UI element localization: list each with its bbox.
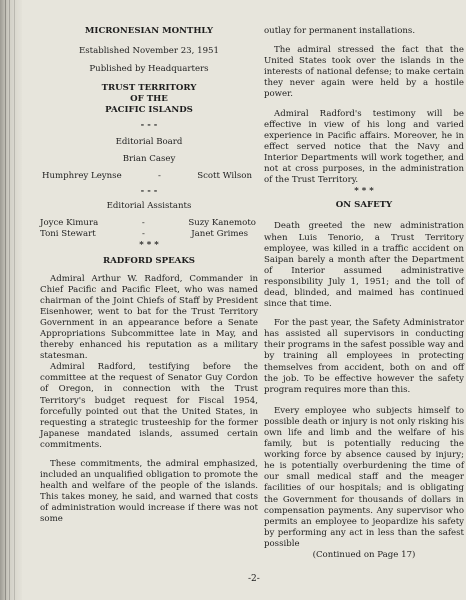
radford-paragraph-2: Admiral Radford, testifying before the committee at the request of Senator Guy Cordon of Oregon, in connection with the Trust Territory's budget request for Fiscal 1954, forcefully pointed out that the United States, in requesting a strategic trusteeship for the former Japanese mandated islands, assumed certain commitments.	[40, 362, 258, 450]
page-number: -2-	[248, 574, 260, 584]
editorial-board-heading: Editorial Board	[115, 136, 183, 147]
safety-paragraph-3: Every employee who subjects himself to possible death or injury is not only risking his own life and limb and the welfare of his family, but is potentially reducing the working force by absence caused by injury; he is potentially overburdening the time of our small medical staff and the meager facilities of our hospitals; and is obligating the Government for thousands of dollars in compensation payments. Any supervisor who permits an employee to jeopardize his safety by performing any act in less than the safest possible	[264, 405, 464, 549]
assistant-dash: -	[141, 218, 145, 229]
board-dash: -	[157, 170, 161, 181]
editorial-board-row	[40, 171, 258, 182]
section-stars: * * *	[139, 240, 159, 251]
continued-note: (Continued on Page 17)	[312, 550, 416, 561]
masthead-org-line-1: TRUST TERRITORY	[101, 83, 197, 94]
radford-paragraph-3: These commitments, the admiral emphasized, included an unqualified obligation to promote the health and welfare of the people of the islands. This takes money, he said, and warned that costs of administration would increase if there was not some	[40, 459, 258, 525]
radford-heading: RADFORD SPEAKS	[103, 256, 195, 267]
masthead-published-by: Published by Headquarters	[89, 64, 209, 75]
left-column	[40, 26, 258, 526]
right-column	[264, 26, 464, 561]
safety-paragraph-2: For the past year, the Safety Administrator has assisted all supervisors in conducting their programs in the safest possible way and by training all employees in protecting themselves from accident, both on and off the job. To be effective however the safety program requires more than this.	[264, 318, 464, 395]
assistant-left: Joyce Kimura	[40, 218, 99, 229]
safety-heading: ON SAFETY	[335, 200, 393, 211]
masthead-title: MICRONESIAN MONTHLY	[84, 26, 214, 36]
masthead-org-line-3: PACIFIC ISLANDS	[105, 105, 193, 116]
radford-paragraph-5: The admiral stressed the fact that the United States took over the islands in the interests of national defense; to make certain they never again were held by a hostile power.	[264, 45, 464, 100]
board-member-left: Humphrey Leynse	[42, 170, 122, 181]
editorial-assistants-heading: Editorial Assistants	[106, 201, 192, 212]
assistants-row-2	[40, 229, 258, 240]
radford-paragraph-4: outlay for permanent installations.	[264, 26, 416, 36]
editorial-board-member: Brian Casey	[122, 153, 176, 164]
board-member-right: Scott Wilson	[197, 170, 252, 181]
radford-paragraph-1: Admiral Arthur W. Radford, Commander in Chief Pacific and Pacific Fleet, who was named chairman of the Joint Chiefs of Staff by President Eisenhower, went to bat for the Trust Territory Government in an appearance before a Senate Appropriations Subcommittee late in May, and thereby enhanced his reputation as a military statesman.	[40, 273, 258, 362]
section-stars: * * *	[354, 186, 374, 197]
separator: - - -	[140, 119, 158, 130]
assistant-dash: -	[142, 229, 145, 240]
masthead-org-line-2: OF THE	[130, 94, 168, 105]
masthead-established: Established November 23, 1951	[78, 46, 219, 57]
assistant-right: Suzy Kanemoto	[188, 218, 256, 229]
assistant-right: Janet Grimes	[191, 229, 248, 240]
safety-paragraph-1: Death greeted the new administration when Luis Tenorio, a Trust Territory employee, was killed in a traffic accident on Saipan barely a month after the Department of Interior assumed administrative responsibility July 1, 1951; and the toll of dead, blinded, and maimed has continued since that time.	[264, 221, 464, 310]
binding-edge	[0, 0, 22, 600]
radford-paragraph-6: Admiral Radford's testimony will be effective in view of his long and varied experience in Pacific affairs. Moreover, he in effect served notice that the Navy and Interior Departments will work together, and not at cross purposes, in the administration of the Trust Territory.	[264, 108, 464, 186]
separator: - - -	[140, 185, 158, 196]
assistants-row-1	[40, 218, 258, 229]
assistant-left: Toni Stewart	[40, 229, 96, 240]
